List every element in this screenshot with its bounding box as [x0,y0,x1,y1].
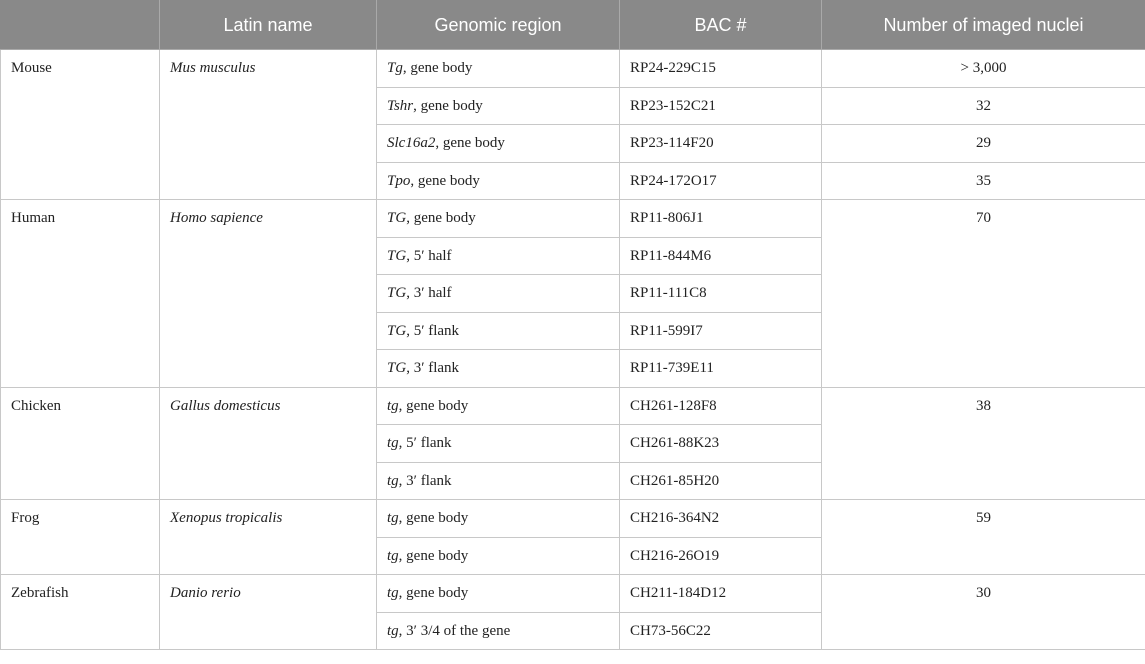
region-text: , gene body [398,585,469,601]
table-row [1,575,1145,613]
bac-cell: RP11-599I7 [620,312,822,350]
gene-symbol: tg [387,397,399,414]
bac-cell: RP24-172O17 [620,162,822,200]
gene-symbol: TG [387,322,407,339]
nuclei-count-cell: 30 [822,575,1145,650]
region-text: , 5′ flank [398,435,452,451]
species-cell: Frog [1,500,160,575]
header-genomic-region: Genomic region [377,1,620,50]
latin-name-cell: Danio rerio [160,575,377,650]
genomic-region-cell [377,612,620,650]
nuclei-count-cell: 59 [822,500,1145,575]
latin-name-cell: Homo sapience [160,200,377,388]
header-bac: BAC # [620,1,822,50]
region-text: , 3′ 3/4 of the gene [398,622,511,639]
region-text: , 5′ half [406,247,452,264]
gene-symbol: Slc16a2 [387,135,436,151]
nuclei-count-cell: > 3,000 [822,50,1145,88]
gene-symbol: tg [387,435,399,451]
species-cell: Chicken [1,387,160,500]
table-row [1,200,1145,238]
bac-cell: RP23-114F20 [620,125,822,163]
header-latin-name: Latin name [160,1,377,50]
bac-cell: CH261-85H20 [620,462,822,500]
header-row [1,1,1145,50]
region-text: , gene body [398,397,469,414]
genomic-region-cell [377,275,620,313]
table-row [1,500,1145,538]
genomic-region-cell [377,125,620,163]
gene-symbol: tg [387,510,399,526]
region-text: , 3′ half [406,285,452,301]
gene-symbol: tg [387,622,399,639]
genomic-region-cell [377,425,620,463]
genomic-region-cell [377,312,620,350]
genomic-region-cell [377,350,620,388]
region-text: , gene body [398,510,469,526]
nuclei-count-cell: 32 [822,87,1145,125]
latin-name-cell: Gallus domesticus [160,387,377,500]
region-text: , 5′ flank [406,322,460,339]
bac-cell: CH216-26O19 [620,537,822,575]
genomic-region-cell [377,87,620,125]
gene-symbol: tg [387,547,399,564]
gene-symbol: tg [387,585,399,601]
gene-symbol: tg [387,472,399,489]
gene-symbol: TG [387,360,407,376]
region-text: , gene body [406,210,476,226]
table-row [1,387,1145,425]
genomic-region-cell [377,462,620,500]
bac-cell: RP24-229C15 [620,50,822,88]
genomic-region-cell [377,575,620,613]
latin-name-cell: Mus musculus [160,50,377,200]
gene-symbol: TG [387,285,407,301]
genomic-region-cell [377,237,620,275]
bac-cell: CH261-128F8 [620,387,822,425]
nuclei-count-cell: 38 [822,387,1145,500]
region-text: , gene body [402,60,473,76]
bac-cell: RP11-844M6 [620,237,822,275]
latin-name-cell: Xenopus tropicalis [160,500,377,575]
bac-cell: RP11-806J1 [620,200,822,238]
species-cell: Human [1,200,160,388]
bac-cell: RP11-111C8 [620,275,822,313]
genomic-region-cell [377,162,620,200]
gene-symbol: TG [387,247,407,264]
table-row [1,50,1145,88]
gene-symbol: Tg [387,60,403,76]
species-cell: Zebrafish [1,575,160,650]
bac-cell: CH261-88K23 [620,425,822,463]
table-body [1,50,1145,650]
region-text: , gene body [435,135,505,151]
region-text: , gene body [410,172,480,189]
nuclei-count-cell: 70 [822,200,1145,388]
genomic-region-cell [377,500,620,538]
region-text: , 3′ flank [398,472,452,489]
genomic-region-cell [377,387,620,425]
bac-cell: CH216-364N2 [620,500,822,538]
header-species [1,1,160,50]
gene-symbol: Tshr [387,97,414,114]
bac-cell: RP23-152C21 [620,87,822,125]
genomic-region-cell [377,200,620,238]
bac-cell: RP11-739E11 [620,350,822,388]
genomic-region-cell [377,50,620,88]
species-cell: Mouse [1,50,160,200]
header-imaged-nuclei: Number of imaged nuclei [822,1,1145,50]
nuclei-count-cell: 35 [822,162,1145,200]
bac-cell: CH211-184D12 [620,575,822,613]
region-text: , gene body [413,97,483,114]
nuclei-count-cell: 29 [822,125,1145,163]
genomic-region-cell [377,537,620,575]
gene-symbol: TG [387,210,407,226]
bac-cell: CH73-56C22 [620,612,822,650]
gene-symbol: Tpo [387,172,411,189]
region-text: , 3′ flank [406,360,460,376]
region-text: , gene body [398,547,469,564]
